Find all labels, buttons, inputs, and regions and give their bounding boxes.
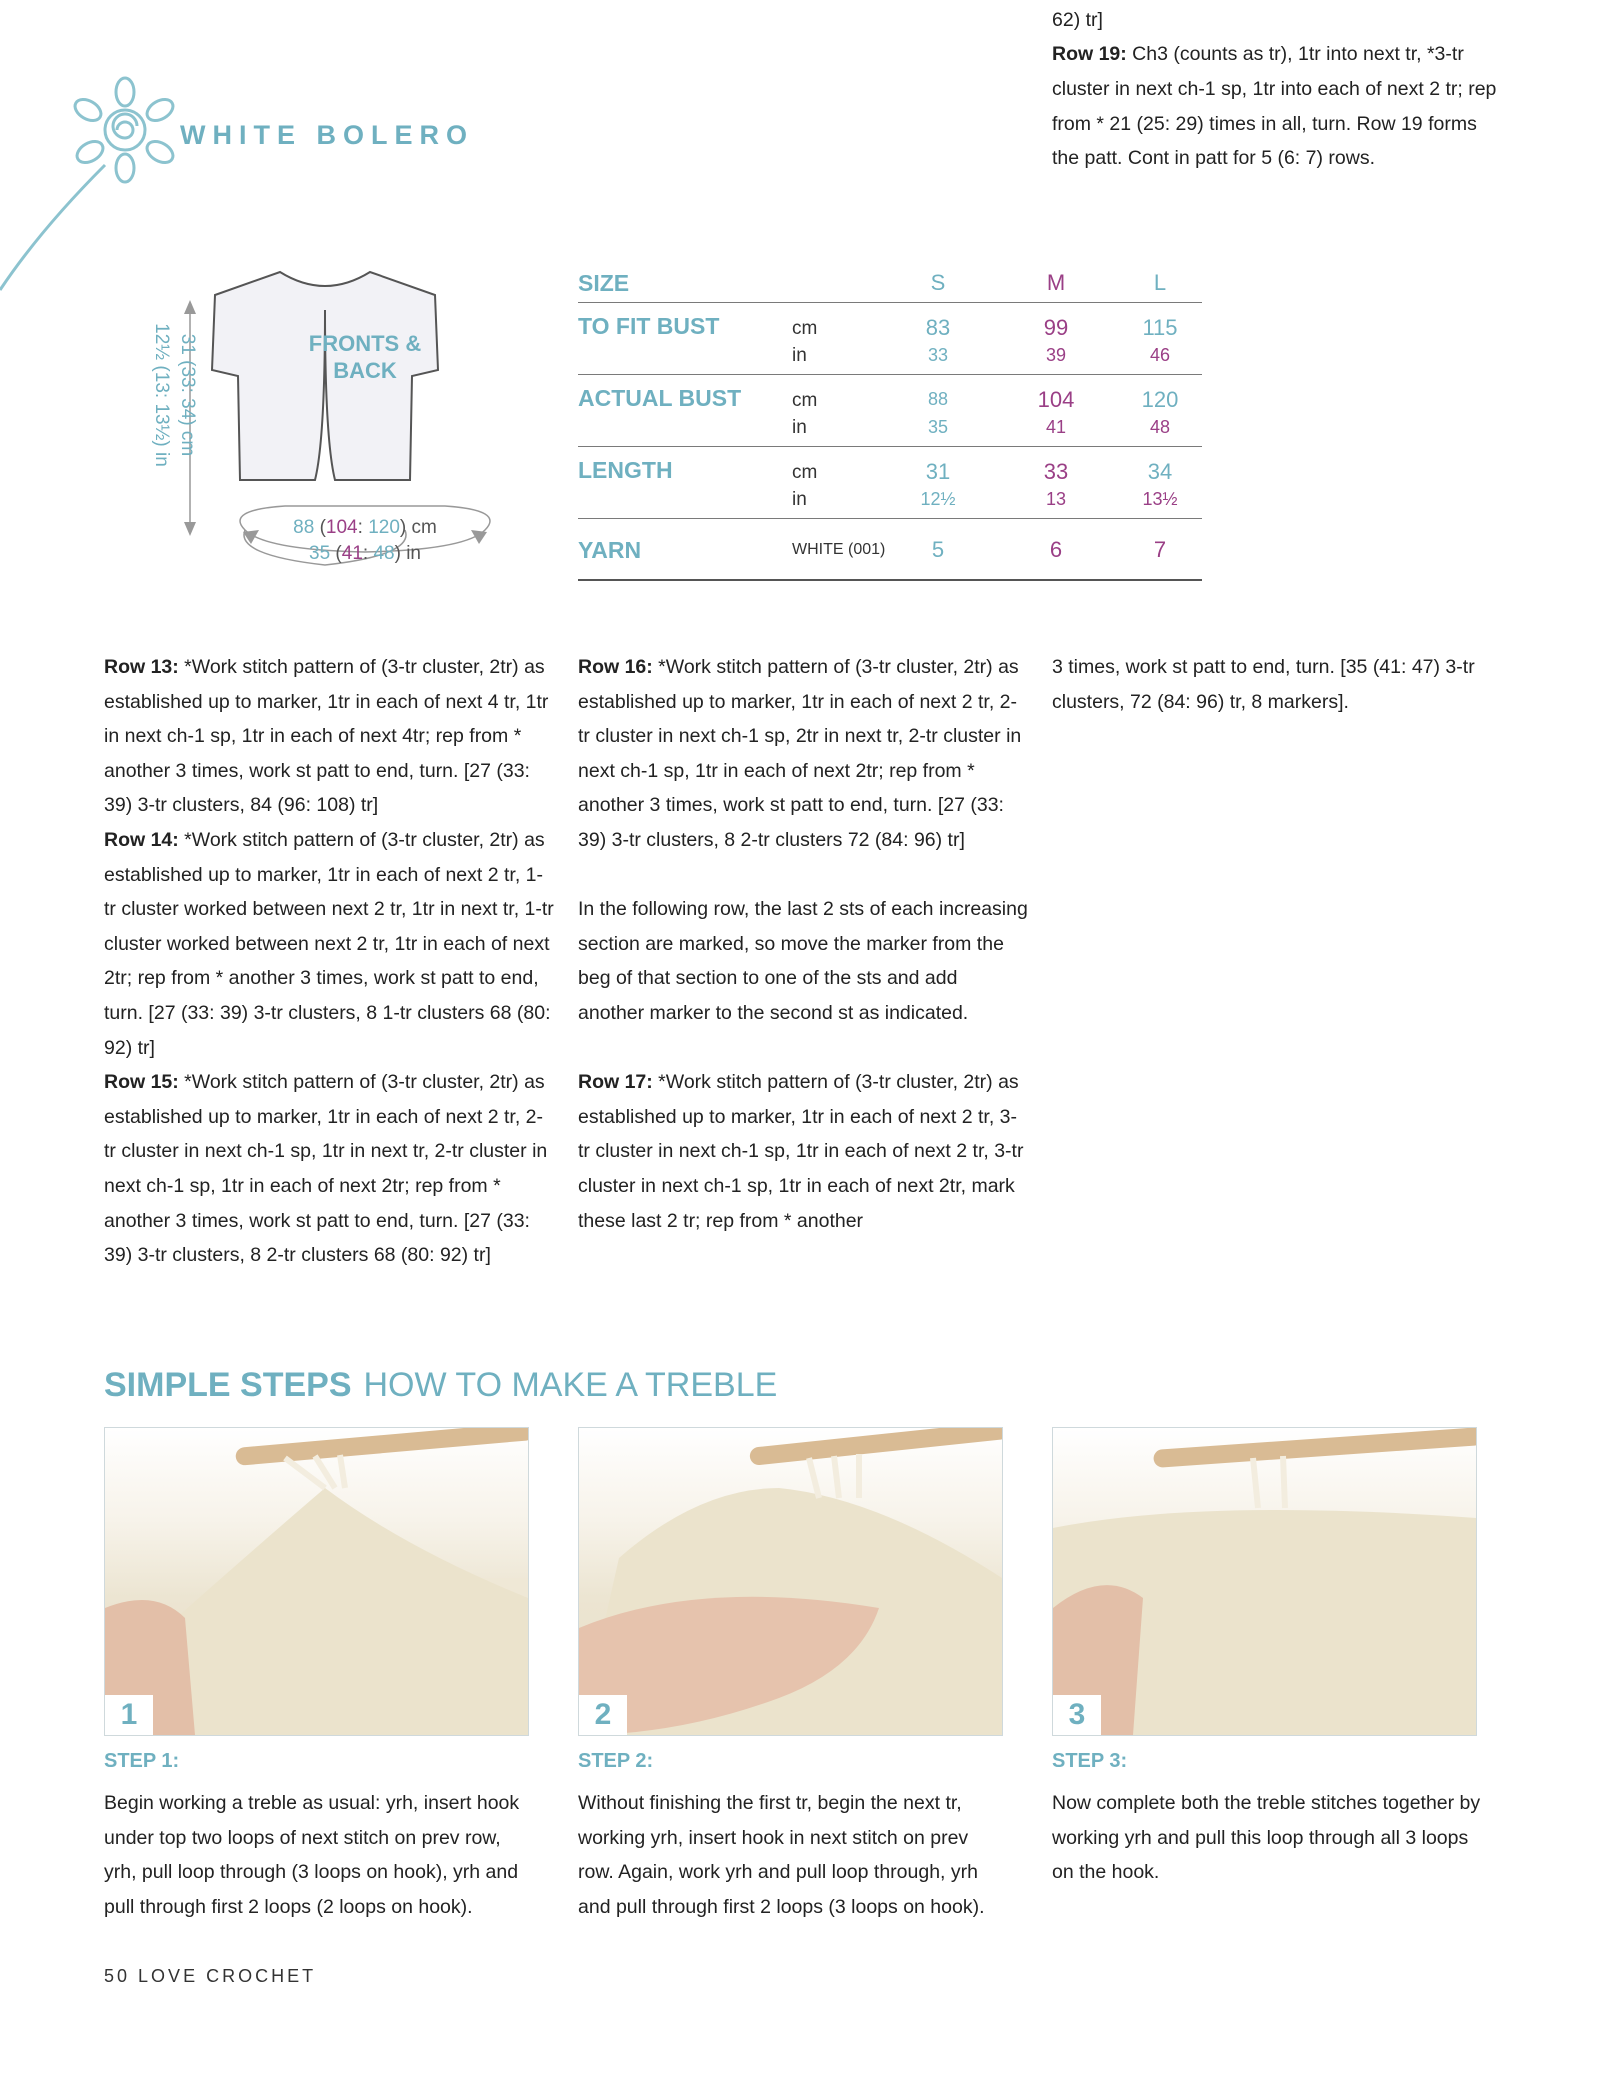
table-row <box>578 303 1202 375</box>
page-footer <box>104 1966 316 1987</box>
step-number: 3 <box>1053 1695 1101 1735</box>
page-number: 50 <box>104 1966 131 1986</box>
value-l-in: 13½ <box>1142 489 1178 509</box>
step-2-label: STEP 2: <box>578 1750 654 1772</box>
step-1-label: STEP 1: <box>104 1750 180 1772</box>
value-s-in: 33 <box>927 345 949 365</box>
unit-in: in <box>792 417 807 438</box>
unit-in: in <box>792 345 807 366</box>
pattern-title: WHITE BOLERO <box>180 120 474 150</box>
instructions-column-2 <box>578 650 1028 1238</box>
row-15: Row 15: *Work stitch pattern of (3-tr cluster, 2tr) as established up to marker, 1tr in each of next 2 tr, 2-tr cluster in next ch-1 sp, 1tr in next tr, 2-tr cluster in next ch-1 sp, 1tr in each of next 2tr; rep from * another 3 times, work st patt to end, turn. [27 (33: 39) 3-tr clusters, 8 2-tr clusters 68 (80: 92) tr] <box>104 1071 548 1267</box>
value-s-cm: 31 <box>925 459 951 484</box>
row-17: Row 17: *Work stitch pattern of (3-tr cluster, 2tr) as established up to marker, 1tr in each of next 2 tr, 3-tr cluster in next ch-1 sp, 1tr in each of next 2 tr, 3-tr cluster in next ch-1 sp, 1tr in each of next 2tr, mark these last 2 tr; rep from * another <box>578 1071 1024 1232</box>
value-m-in: 41 <box>1045 417 1067 437</box>
row-14: Row 14: *Work stitch pattern of (3-tr cluster, 2tr) as established up to marker, 1tr in each of next 2 tr, 1-tr cluster worked between next 2 tr, 1tr in next tr, 1-tr cluster worked between next 2 tr, 1tr in each of next 2tr; rep from * another 3 times, work st patt to end, turn. [27 (33: 39) 3-tr clusters, 8 1-tr clusters 68 (80: 92) tr] <box>104 828 554 1059</box>
yarn-s: 5 <box>931 537 945 562</box>
step-2-photo <box>578 1427 1003 1736</box>
bust-in: 35 (41: 48) in <box>309 543 421 564</box>
row-13: Row 13: *Work stitch pattern of (3-tr cluster, 2tr) as established up to marker, 1tr in each of next 4 tr, 1tr in next ch-1 sp, 1tr in each of next 4tr; rep from * another 3 times, work st patt to end, turn. [27 (33: 39) 3-tr clusters, 84 (96: 108) tr] <box>104 656 549 817</box>
yarn-label: YARN <box>578 537 642 563</box>
length-measure <box>140 295 200 495</box>
step-3-photo <box>1052 1427 1477 1736</box>
magazine-name: LOVE CROCHET <box>138 1966 317 1986</box>
row-16: Row 16: *Work stitch pattern of (3-tr cluster, 2tr) as established up to marker, 1tr in each of next 2 tr, 2-tr cluster in next ch-1 sp, 2tr in next tr, 2-tr cluster in next ch-1 sp, 1tr in each of next 2tr; rep from * another 3 times, work st patt to end, turn. [27 (33: 39) 3-tr clusters, 8 2-tr clusters 72 (84: 96) tr] <box>578 656 1022 851</box>
value-l-cm: 120 <box>1141 387 1179 412</box>
value-m-in: 13 <box>1045 489 1067 509</box>
size-header-row <box>578 262 1202 303</box>
value-l-cm: 115 <box>1142 315 1178 340</box>
row-label: ACTUAL BUST <box>578 385 742 411</box>
simple-steps-title: SIMPLE STEPS HOW TO MAKE A TREBLE <box>104 1366 778 1404</box>
value-m-in: 39 <box>1045 345 1067 365</box>
step-1-text: Begin working a treble as usual: yrh, insert hook under top two loops of next stitch on prev row, yrh, pull loop through (3 loops on hook), yrh and pull through first 2 loops (2 loops on hook). <box>104 1792 520 1918</box>
step-2-text: Without finishing the first tr, begin the next tr, working yrh, insert hook in next stitch on prev row. Again, work yrh and pull loop through, yrh and pull through first 2 loops (3 loops on hook). <box>578 1792 985 1918</box>
step-1-photo <box>104 1427 529 1736</box>
step-number: 2 <box>579 1695 627 1735</box>
size-m: M <box>1046 270 1066 295</box>
unit-in: in <box>792 489 807 510</box>
length-cm: 31 (33: 34) cm <box>177 333 198 457</box>
yarn-color: WHITE (001) <box>792 541 886 558</box>
size-l: L <box>1153 270 1167 295</box>
row-18: 62) tr] <box>1052 8 1103 31</box>
row-19: Row 19: Ch3 (counts as tr), 1tr into next tr, *3-tr cluster in next ch-1 sp, 1tr into each of next 2 tr; rep from * 21 (25: 29) times in all, turn. Row 19 forms the patt. Cont in patt for 5 (6: 7) rows. <box>1052 43 1497 170</box>
value-s-cm: 88 <box>927 389 949 409</box>
step-3-label: STEP 3: <box>1052 1750 1128 1772</box>
value-s-in: 12½ <box>920 489 956 509</box>
row-label: TO FIT BUST <box>578 313 720 339</box>
diagram-label <box>290 330 440 384</box>
size-header-label: SIZE <box>578 270 630 296</box>
yarn-l: 7 <box>1153 537 1167 562</box>
step-3-text: Now complete both the treble stitches together by working yrh and pull this loop through all 3 loops on the hook. <box>1052 1792 1481 1884</box>
unit-cm: cm <box>792 390 818 411</box>
size-s: S <box>930 270 946 295</box>
bust-measure <box>260 515 470 567</box>
diagram-label-line2: BACK <box>333 358 397 383</box>
crochet-hook-icon <box>105 1428 528 1735</box>
value-m-cm: 33 <box>1043 459 1069 484</box>
marker-note: In the following row, the last 2 sts of each increasing section are marked, so move the marker from the beg of that section to one of the sts and add another marker to the second st as indicated. <box>578 898 1028 1024</box>
crochet-hook-icon <box>1053 1428 1476 1735</box>
value-l-in: 46 <box>1149 345 1171 365</box>
value-m-cm: 99 <box>1043 315 1069 340</box>
value-m-cm: 104 <box>1037 387 1075 412</box>
value-s-cm: 83 <box>925 315 951 340</box>
value-l-cm: 34 <box>1147 459 1173 484</box>
step-number: 1 <box>105 1695 153 1735</box>
yarn-row <box>578 519 1202 581</box>
length-in: 12½ (13: 13½) in <box>151 323 172 467</box>
instructions-column-1 <box>104 650 554 1273</box>
value-s-in: 35 <box>927 417 949 437</box>
table-row <box>578 447 1202 519</box>
diagram-label-line1: FRONTS & <box>308 331 422 356</box>
row-17-continued: 3 times, work st patt to end, turn. [35 (41: 47) 3-tr clusters, 72 (84: 96) tr, 8 markers]. <box>1052 656 1475 713</box>
unit-cm: cm <box>792 318 818 339</box>
table-row <box>578 375 1202 447</box>
yarn-m: 6 <box>1049 537 1063 562</box>
value-l-in: 48 <box>1149 417 1171 437</box>
crochet-hook-icon <box>579 1428 1002 1735</box>
size-table <box>578 262 1202 581</box>
row-label: LENGTH <box>578 457 673 483</box>
unit-cm: cm <box>792 462 818 483</box>
bust-cm: 88 (104: 120) cm <box>293 517 437 538</box>
